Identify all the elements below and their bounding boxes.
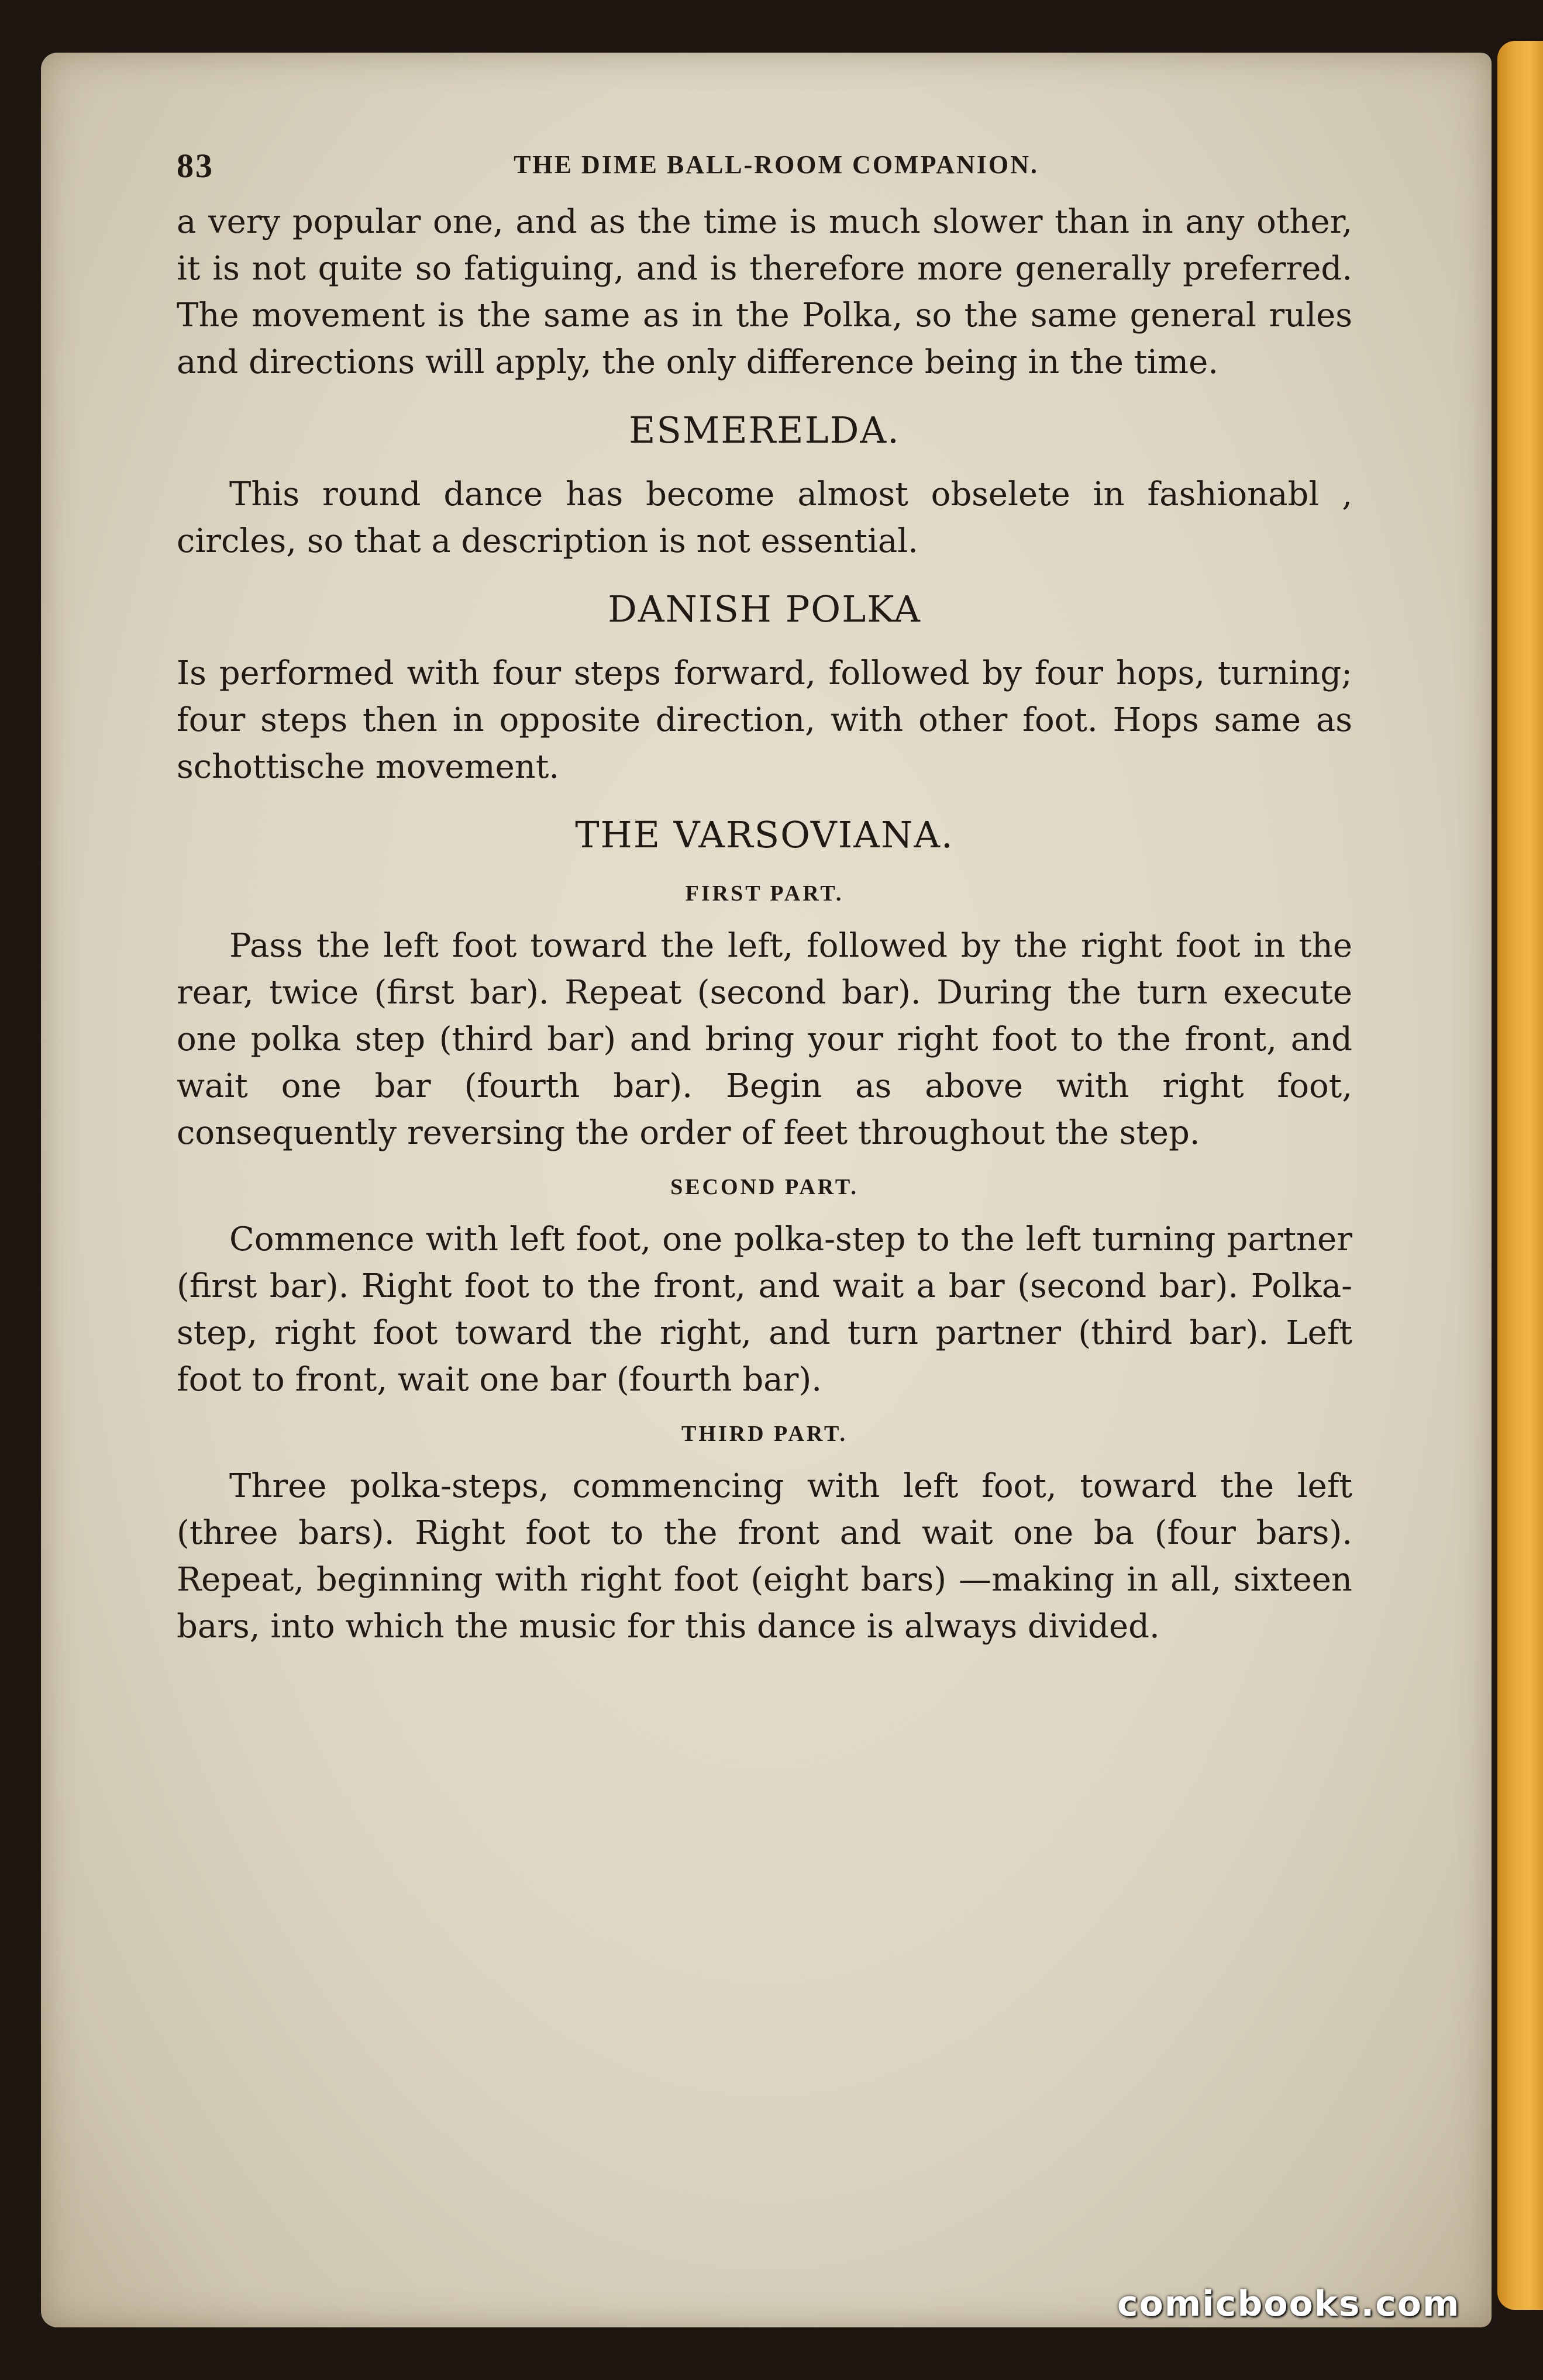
heading-danish-polka: DANISH POLKA bbox=[608, 588, 921, 630]
danish-polka-paragraph: Is performed with four steps forward, followed by four hops, turning; four steps then in opposite direction, with other foot. Hops same as schottische movement. bbox=[177, 654, 1352, 786]
esmerelda-paragraph: This round dance has become almost obselete in fashionabl , circles, so that a description is not essential. bbox=[177, 475, 1352, 560]
subheading-first-part: FIRST PART. bbox=[685, 881, 844, 906]
running-title: THE DIME BALL-ROOM COMPANION. bbox=[514, 150, 1039, 179]
heading-varsoviana: THE VARSOVIANA. bbox=[575, 813, 954, 856]
book-page bbox=[41, 53, 1492, 2327]
third-part-paragraph: Three polka-steps, commencing with left foot, toward the left (three bars). Right foot to the front and wait one ba (four bars). Repeat, beginning with right foot (eight bars) —making in all, sixteen bars, into which the music for this dance is always divided. bbox=[177, 1467, 1352, 1646]
page-number: 83 bbox=[177, 147, 214, 185]
watermark: comicbooks.com bbox=[1117, 2284, 1461, 2324]
second-part-paragraph: Commence with left foot, one polka-step to the left turning partner (first bar). Right foot to the front, and wait a bar (second bar). Polka-step, right foot toward the right, and turn partner (third bar). Left foot to front, wait one bar (fourth bar). bbox=[177, 1220, 1352, 1399]
first-part-paragraph: Pass the left foot toward the left, followed by the right foot in the rear, twice (first bar). Repeat (second bar). During the turn execute one polka step (third bar) and bring your right foot to the front, and wait one bar (fourth bar). Begin as above with right foot, consequently reversing the order of feet throughout the step. bbox=[177, 927, 1352, 1152]
subheading-third-part: THIRD PART. bbox=[681, 1422, 848, 1446]
intro-paragraph: a very popular one, and as the time is much slower than in any other, it is not quite so fatiguing, and is therefore more generally preferred. The movement is the same as in the Polka, so the same general rules and directions will apply, the only difference being in the time. bbox=[177, 203, 1352, 381]
cover-edge bbox=[1497, 41, 1543, 2310]
subheading-second-part: SECOND PART. bbox=[670, 1175, 859, 1199]
running-head bbox=[177, 146, 1352, 199]
page-content bbox=[177, 146, 1352, 1650]
heading-esmerelda: ESMERELDA. bbox=[629, 409, 900, 451]
